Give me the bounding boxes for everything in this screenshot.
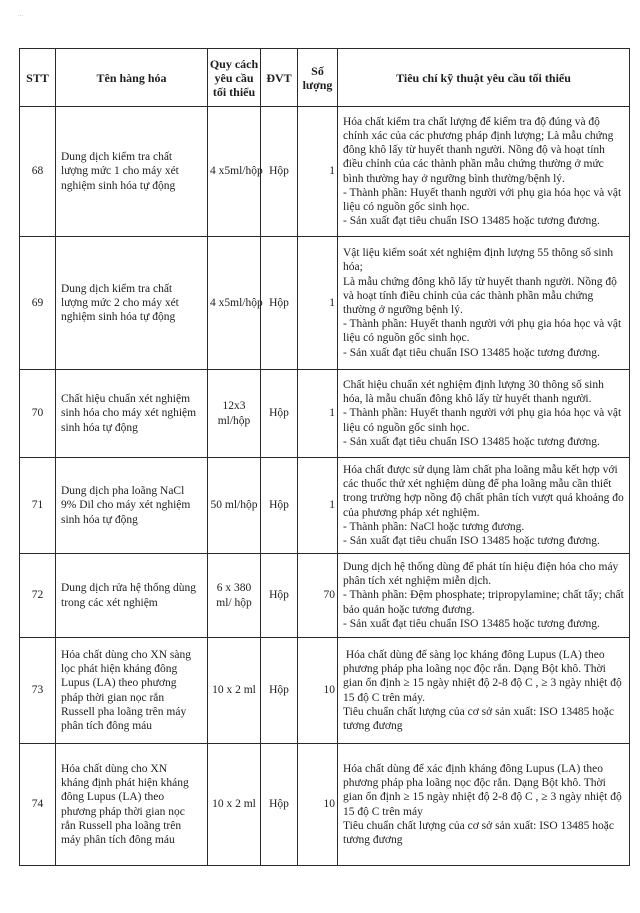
row-spec — [208, 370, 261, 458]
row-spec — [208, 458, 261, 554]
spec-line: 50 ml/hộp — [210, 499, 258, 512]
header-stt: STT — [20, 49, 56, 107]
row-unit: Hộp — [261, 370, 298, 458]
name-line: pháp thời gian nọc rắn — [61, 691, 165, 704]
name-line: Dung dịch kiểm tra chất — [61, 282, 173, 295]
spec-line: ml/hộp — [217, 414, 251, 427]
criteria-line: và hoạt tính điều chỉnh của các thành phần mẫu chứng — [343, 289, 594, 302]
name-line: Lupus (LA) theo phương — [61, 677, 177, 690]
row-qty: 10 — [298, 744, 338, 866]
row-qty: 10 — [298, 638, 338, 744]
name-line: Dung dịch kiểm tra chất — [61, 151, 173, 164]
name-line: 9% Dil cho máy xét nghiệm — [61, 499, 191, 512]
table-row — [20, 554, 630, 638]
criteria-line: chính xác của các phương pháp định lượng; Là mẫu chứng — [343, 129, 614, 142]
name-line: sinh hóa tự động — [61, 513, 138, 526]
criteria-line: bảo quản hoặc tương đương. — [343, 603, 475, 616]
row-unit: Hộp — [261, 554, 298, 638]
name-line: phân tích đông máu — [61, 719, 153, 732]
header-qty — [298, 49, 338, 107]
row-criteria — [338, 638, 630, 744]
table-row — [20, 638, 630, 744]
page-mark: ... — [18, 10, 24, 18]
criteria-line: gian ổn định ≥ 15 ngày nhiệt độ 2-8 độ C , ≥ 3 ngày nhiệt độ — [343, 791, 622, 804]
criteria-line: - Thành phần: Huyết thanh người với phụ gia hóa học và vật — [343, 407, 622, 420]
header-spec-line: tối thiểu — [212, 84, 256, 99]
name-line: sinh hóa tự động — [61, 421, 138, 434]
criteria-line: - Sản xuất đạt tiêu chuẩn ISO 13485 hoặc tương đương. — [343, 617, 600, 630]
criteria-line: liệu có nguồn gốc sinh học. — [343, 421, 470, 434]
criteria-line: - Thành phần: Huyết thanh người với phụ gia hóa học và vật — [343, 318, 622, 331]
name-line: Russell pha loãng trên máy — [61, 705, 187, 718]
name-line: nghiệm sinh hóa tự động — [61, 311, 176, 324]
row-name — [56, 237, 208, 370]
name-line: phương pháp thời gian nọc — [61, 805, 185, 818]
row-name — [56, 554, 208, 638]
criteria-line: Hóa chất dùng để xác định kháng đông Lupus (LA) theo — [343, 762, 603, 775]
row-name — [56, 107, 208, 237]
name-line: lượng mức 1 cho máy xét — [61, 165, 179, 178]
criteria-line: Vật liệu kiểm soát xét nghiệm định lượng 55 thông số sinh — [343, 247, 614, 260]
criteria-line: bình thường hay ở ngưỡng bình thường/bệnh lý. — [343, 172, 565, 185]
header-qty-line: Số — [311, 63, 324, 78]
criteria-line: liệu có nguồn gốc sinh học. — [343, 332, 470, 345]
row-criteria — [338, 458, 630, 554]
criteria-line: phân tích xét nghiệm miễn dịch. — [343, 575, 492, 588]
row-unit: Hộp — [261, 107, 298, 237]
criteria-line: đông khô lấy từ huyết thanh người. Nồng độ và hoạt tính — [343, 144, 605, 157]
criteria-line: Hóa chất kiểm tra chất lượng để kiểm tra độ đúng và độ — [343, 115, 600, 128]
spec-line: 12x3 — [222, 400, 246, 413]
row-name — [56, 370, 208, 458]
header-spec-line: Quy cách — [209, 56, 259, 71]
criteria-line: phương pháp pha loãng nọc độc rắn. Dạng Bột khô. Thời — [343, 663, 606, 676]
criteria-line: Dung dịch hệ thống dùng để phát tín hiệu điện hóa cho máy — [343, 560, 619, 573]
criteria-line: - Sản xuất đạt tiêu chuẩn ISO 13485 hoặc tương đương. — [343, 346, 600, 359]
row-name — [56, 744, 208, 866]
row-unit: Hộp — [261, 744, 298, 866]
name-line: kháng định phát hiện kháng — [61, 777, 189, 790]
criteria-line: - Sản xuất đạt tiêu chuẩn ISO 13485 hoặc tương đương. — [343, 435, 600, 448]
row-stt: 71 — [20, 458, 56, 554]
criteria-line: - Thành phần: Huyết thanh người với phụ gia hóa học và vật — [343, 186, 622, 199]
criteria-line: tương đương — [343, 833, 403, 846]
name-line: nghiệm sinh hóa tự động — [61, 179, 176, 192]
criteria-line: tương đương — [343, 719, 403, 732]
row-criteria — [338, 744, 630, 866]
row-spec — [208, 744, 261, 866]
spec-line: 10 x 2 ml — [212, 684, 256, 697]
table-row — [20, 744, 630, 866]
criteria-line: Chất hiệu chuẩn xét nghiệm định lượng 30 thông số sinh — [343, 378, 604, 391]
row-stt: 69 — [20, 237, 56, 370]
name-line: Chất hiệu chuẩn xét nghiệm — [61, 393, 191, 406]
name-line: máy phân tích đông máu — [61, 833, 175, 846]
header-row — [20, 49, 630, 107]
criteria-line: - Thành phần: Đệm phosphate; tripropylamine; chất tẩy; chất — [343, 589, 624, 602]
name-line: đông Lupus (LA) theo — [61, 791, 165, 804]
criteria-line: Tiêu chuẩn chất lượng của cơ sở sản xuất: ISO 13485 hoặc — [343, 705, 614, 718]
criteria-line: trong trường hợp nồng độ chất phân tích vượt quá khoảng đo — [343, 492, 624, 505]
criteria-line: - Sản xuất đạt tiêu chuẩn ISO 13485 hoặc tương đương. — [343, 534, 600, 547]
criteria-line: 15 độ C trên máy — [343, 805, 423, 818]
row-name — [56, 458, 208, 554]
row-stt: 72 — [20, 554, 56, 638]
row-unit: Hộp — [261, 237, 298, 370]
spec-line: 6 x 380 — [216, 582, 252, 595]
criteria-line: phương pháp pha loãng nọc độc rắn. Dạng Bột khô. Thời — [343, 777, 606, 790]
table-row — [20, 237, 630, 370]
row-criteria — [338, 237, 630, 370]
row-qty: 1 — [298, 237, 338, 370]
criteria-line: Là mẫu chứng đông khô lấy từ huyết thanh người. Nồng độ — [343, 275, 617, 288]
row-stt: 73 — [20, 638, 56, 744]
row-stt: 74 — [20, 744, 56, 866]
criteria-line: của phương pháp xét nghiệm. — [343, 506, 480, 519]
row-spec — [208, 107, 261, 237]
criteria-line: Tiêu chuẩn chất lượng của cơ sở sản xuất: ISO 13485 hoặc — [343, 819, 614, 832]
row-qty: 1 — [298, 458, 338, 554]
row-spec — [208, 638, 261, 744]
name-line: Dung dịch pha loãng NaCl — [61, 485, 185, 498]
criteria-line: Hóa chất được sử dụng làm chất pha loãng mẫu kết hợp với — [343, 463, 618, 476]
name-line: lọc phát hiện kháng đông — [61, 663, 178, 676]
name-line: Hóa chất dùng cho XN — [61, 762, 168, 775]
criteria-line: - Thành phần: NaCl hoặc tương đương. — [343, 520, 525, 533]
table-row — [20, 370, 630, 458]
spec-line: 4 x5ml/hộp — [210, 165, 263, 178]
row-qty: 70 — [298, 554, 338, 638]
header-qty-line: lượng — [302, 77, 333, 92]
spec-line: 10 x 2 ml — [212, 798, 256, 811]
criteria-line: - Sản xuất đạt tiêu chuẩn ISO 13485 hoặc tương đương. — [343, 215, 600, 228]
name-line: Hóa chất dùng cho XN sàng — [61, 648, 191, 661]
name-line: lượng mức 2 cho máy xét — [61, 296, 179, 309]
row-unit: Hộp — [261, 458, 298, 554]
goods-table — [19, 48, 630, 866]
row-criteria — [338, 554, 630, 638]
row-spec — [208, 554, 261, 638]
criteria-line: 15 độ C trên máy. — [343, 691, 425, 704]
name-line: sinh hóa cho máy xét nghiệm — [61, 407, 197, 420]
table-row — [20, 107, 630, 237]
spec-line: 4 x5ml/hộp — [210, 296, 263, 309]
row-qty: 1 — [298, 370, 338, 458]
header-spec — [208, 49, 261, 107]
criteria-line: gian ổn định ≥ 15 ngày nhiệt độ 2-8 độ C , ≥ 3 ngày nhiệt độ — [343, 677, 622, 690]
criteria-line: các thuốc thử xét nghiệm dùng để pha loãng mẫu cần thiết — [343, 478, 612, 491]
criteria-line: hóa, là mẫu chuẩn đông khô lấy từ huyết thanh người. — [343, 393, 592, 406]
table-row — [20, 458, 630, 554]
criteria-line: liệu có nguồn gốc sinh học. — [343, 200, 470, 213]
row-criteria — [338, 107, 630, 237]
header-name: Tên hàng hóa — [56, 49, 208, 107]
name-line: rắn Russell pha loãng trên — [61, 819, 182, 832]
name-line: trong các xét nghiệm — [61, 596, 158, 609]
row-stt: 70 — [20, 370, 56, 458]
criteria-line: hóa; — [343, 261, 363, 274]
row-stt: 68 — [20, 107, 56, 237]
row-spec — [208, 237, 261, 370]
criteria-line: Hóa chất dùng để sàng lọc kháng đông Lupus (LA) theo — [343, 648, 605, 661]
name-line: Dung dịch rửa hệ thống dùng — [61, 582, 196, 595]
spec-line: ml/ hộp — [216, 596, 252, 609]
header-unit: ĐVT — [261, 49, 298, 107]
row-name — [56, 638, 208, 744]
criteria-line: điều chỉnh của các thành phần mẫu chứng thường ở mức — [343, 158, 604, 171]
header-spec-line: yêu cầu — [214, 70, 254, 85]
row-unit: Hộp — [261, 638, 298, 744]
criteria-line: thường ở ngưỡng bệnh lý. — [343, 304, 463, 316]
header-criteria: Tiêu chí kỹ thuật yêu cầu tối thiểu — [338, 49, 630, 107]
row-qty: 1 — [298, 107, 338, 237]
row-criteria — [338, 370, 630, 458]
